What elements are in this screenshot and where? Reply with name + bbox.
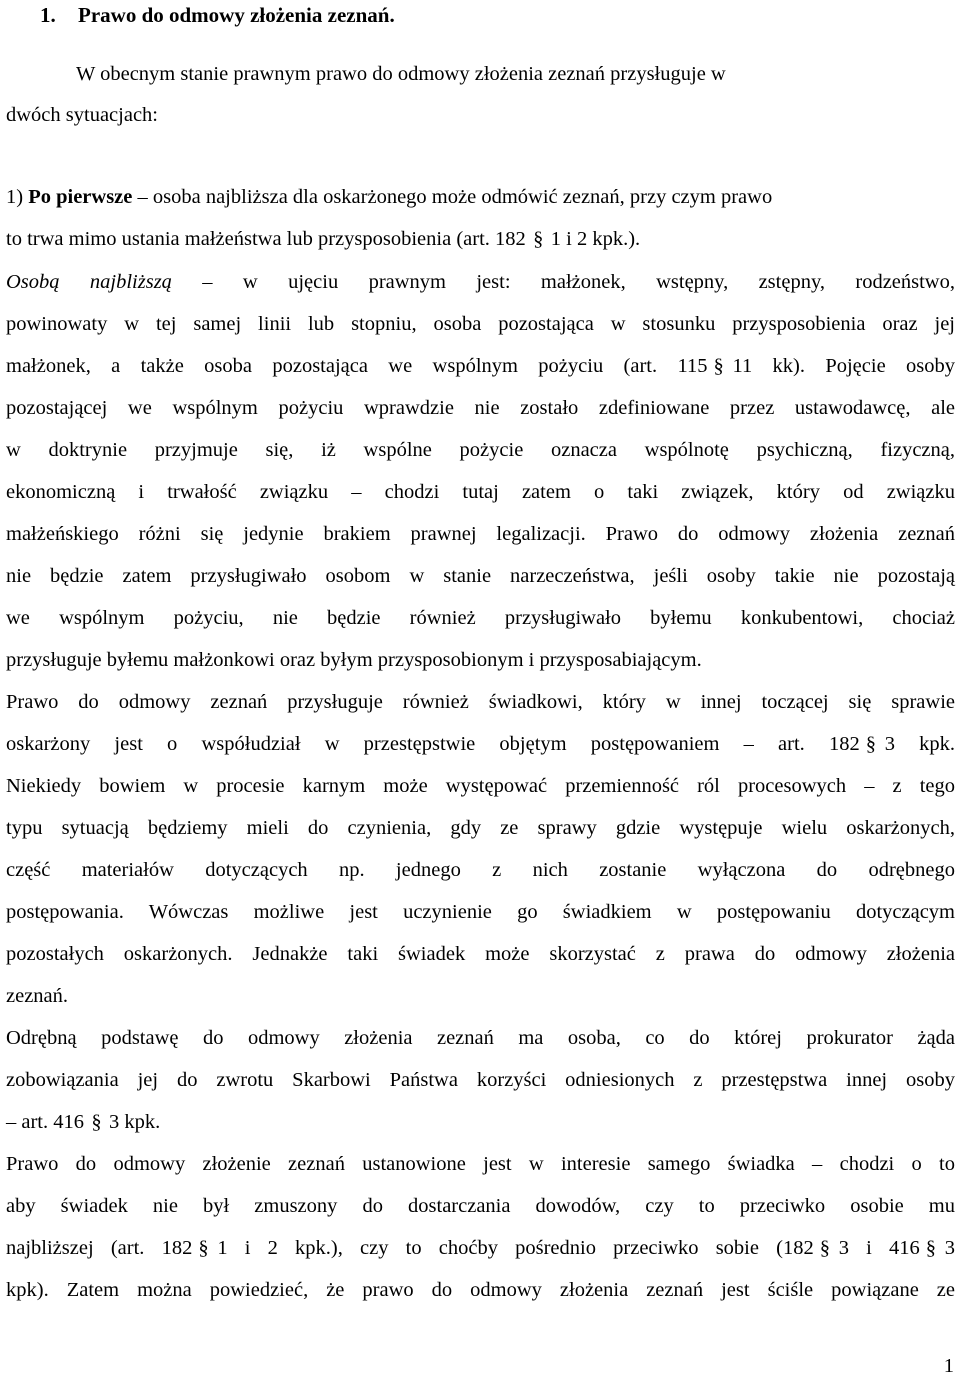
section-symbol: § — [533, 228, 544, 250]
powinowaty-line: powinowaty w tej samej linii lub stopniu, osoba pozostająca w stosunku przysposobienia oraz jej — [6, 313, 955, 335]
point-1-lead: 1) — [6, 186, 29, 208]
najblizszej-line-text-d: 3 — [944, 1237, 956, 1259]
malzonek-line — [6, 353, 955, 379]
point-1-rest: – osoba najbliższa dla oskarżonego może odmówić zeznań, przy czym prawo — [132, 186, 773, 208]
najblizszej-line-text-c: 3 i 416 — [838, 1237, 920, 1259]
body-line: typu sytuacją będziemy mieli do czynienia, gdy ze sprawy gdzie występuje wielu oskarżonych, — [6, 817, 955, 839]
section-symbol: § — [198, 1237, 209, 1259]
heading-title: Prawo do odmowy złożenia zeznań. — [78, 3, 395, 27]
art-416-line — [6, 1109, 955, 1135]
intro-line-2: dwóch sytuacjach: — [6, 104, 158, 126]
oskarzony-line-text-a: oskarżony jest o współudział w przestępstwie objętym postępowaniem – art. 182 — [6, 733, 860, 755]
marriage-line — [6, 226, 955, 252]
oskarzony-line — [6, 731, 955, 757]
osoba-najblizsza-definition: – w ujęciu prawnym jest: małżonek, wstępny, zstępny, rodzeństwo, — [171, 271, 955, 293]
section-heading — [40, 0, 395, 30]
osoba-najblizsza-term: Osobą najbliższą — [6, 271, 172, 293]
section-symbol: § — [925, 1237, 937, 1259]
art-416-line-text-b: 3 kpk. — [109, 1111, 161, 1133]
body-line: Prawo do odmowy złożenie zeznań ustanowione jest w interesie samego świadka – chodzi o to — [6, 1153, 955, 1175]
body-line: małżeńskiego różni się jedynie brakiem prawnej legalizacji. Prawo do odmowy złożenia zeznań — [6, 523, 955, 545]
body-line: Odrębną podstawę do odmowy złożenia zeznań ma osoba, co do której prokurator żąda — [6, 1027, 955, 1049]
body-line: Prawo do odmowy zeznań przysługuje również świadkowi, który w innej toczącej się sprawie — [6, 691, 955, 713]
art-416-line-text-a: – art. 416 — [6, 1111, 84, 1133]
section-symbol: § — [819, 1237, 830, 1259]
intro-line-1: W obecnym stanie prawnym prawo do odmowy złożenia zeznań przysługuje w — [76, 63, 726, 85]
oskarzony-line-text-b: 3 kpk. — [884, 733, 955, 755]
malzonek-line-text-a: małżonek, a także osoba pozostająca we wspólnym pożyciu (art. 115 — [6, 355, 708, 377]
marriage-line-text-b: 1 i 2 kpk.). — [550, 228, 641, 250]
body-line: zeznań. — [6, 985, 69, 1007]
section-symbol: § — [865, 733, 876, 755]
body-line: postępowania. Wówczas możliwe jest uczynienie go świadkiem w postępowaniu dotyczącym — [6, 901, 955, 923]
body-line: aby świadek nie był zmuszony do dostarczania dowodów, czy to przeciwko osobie mu — [6, 1195, 955, 1217]
body-line: część materiałów dotyczących np. jednego z nich zostanie wyłączona do odrębnego — [6, 859, 955, 881]
body-line: w doktrynie przyjmuje się, iż wspólne pożycie oznacza wspólnotę psychiczną, fizyczną, — [6, 439, 955, 461]
body-line: pozostającej we wspólnym pożyciu wprawdzie nie zostało zdefiniowane przez ustawodawcę, ale — [6, 397, 955, 419]
malzonek-line-text-b: 11 kk). Pojęcie osoby — [732, 355, 955, 377]
body-line: pozostałych oskarżonych. Jednakże taki świadek może skorzystać z prawa do odmowy złożenia — [6, 943, 955, 965]
point-1-line — [6, 184, 955, 210]
page-number: 1 — [943, 1355, 954, 1377]
body-line: Niekiedy bowiem w procesie karnym może występować przemienność ról procesowych – z tego — [6, 775, 955, 797]
point-1-bold: Po pierwsze — [28, 186, 133, 208]
body-line: ekonomiczną i trwałość związku – chodzi tutaj zatem o taki związek, który od związku — [6, 481, 955, 503]
najblizszej-line-text-a: najbliższej (art. 182 — [6, 1237, 193, 1259]
osoba-najblizsza-line — [6, 269, 955, 295]
body-line: zobowiązania jej do zwrotu Skarbowi Państwa korzyści odniesionych z przestępstwa innej osoby — [6, 1069, 955, 1091]
najblizszej-line — [6, 1235, 955, 1261]
marriage-line-text-a: to trwa mimo ustania małżeństwa lub przysposobienia (art. 182 — [6, 228, 526, 250]
body-line: nie będzie zatem przysługiwało osobom w stanie narzeczeństwa, jeśli osoby takie nie pozostają — [6, 565, 955, 587]
najblizszej-line-text-b: 1 i 2 kpk.), czy to choćby pośrednio przeciwko sobie (182 — [217, 1237, 814, 1259]
body-line: we wspólnym pożyciu, nie będzie również przysługiwało byłemu konkubentowi, chociaż — [6, 607, 955, 629]
section-symbol: § — [91, 1111, 102, 1133]
body-line: kpk). Zatem można powiedzieć, że prawo do odmowy złożenia zeznań jest ściśle powiązane ze — [6, 1279, 955, 1301]
section-symbol: § — [713, 355, 724, 377]
heading-number: 1. — [40, 3, 56, 27]
body-line: przysługuje byłemu małżonkowi oraz byłym przysposobionym i przysposabiającym. — [6, 649, 702, 671]
